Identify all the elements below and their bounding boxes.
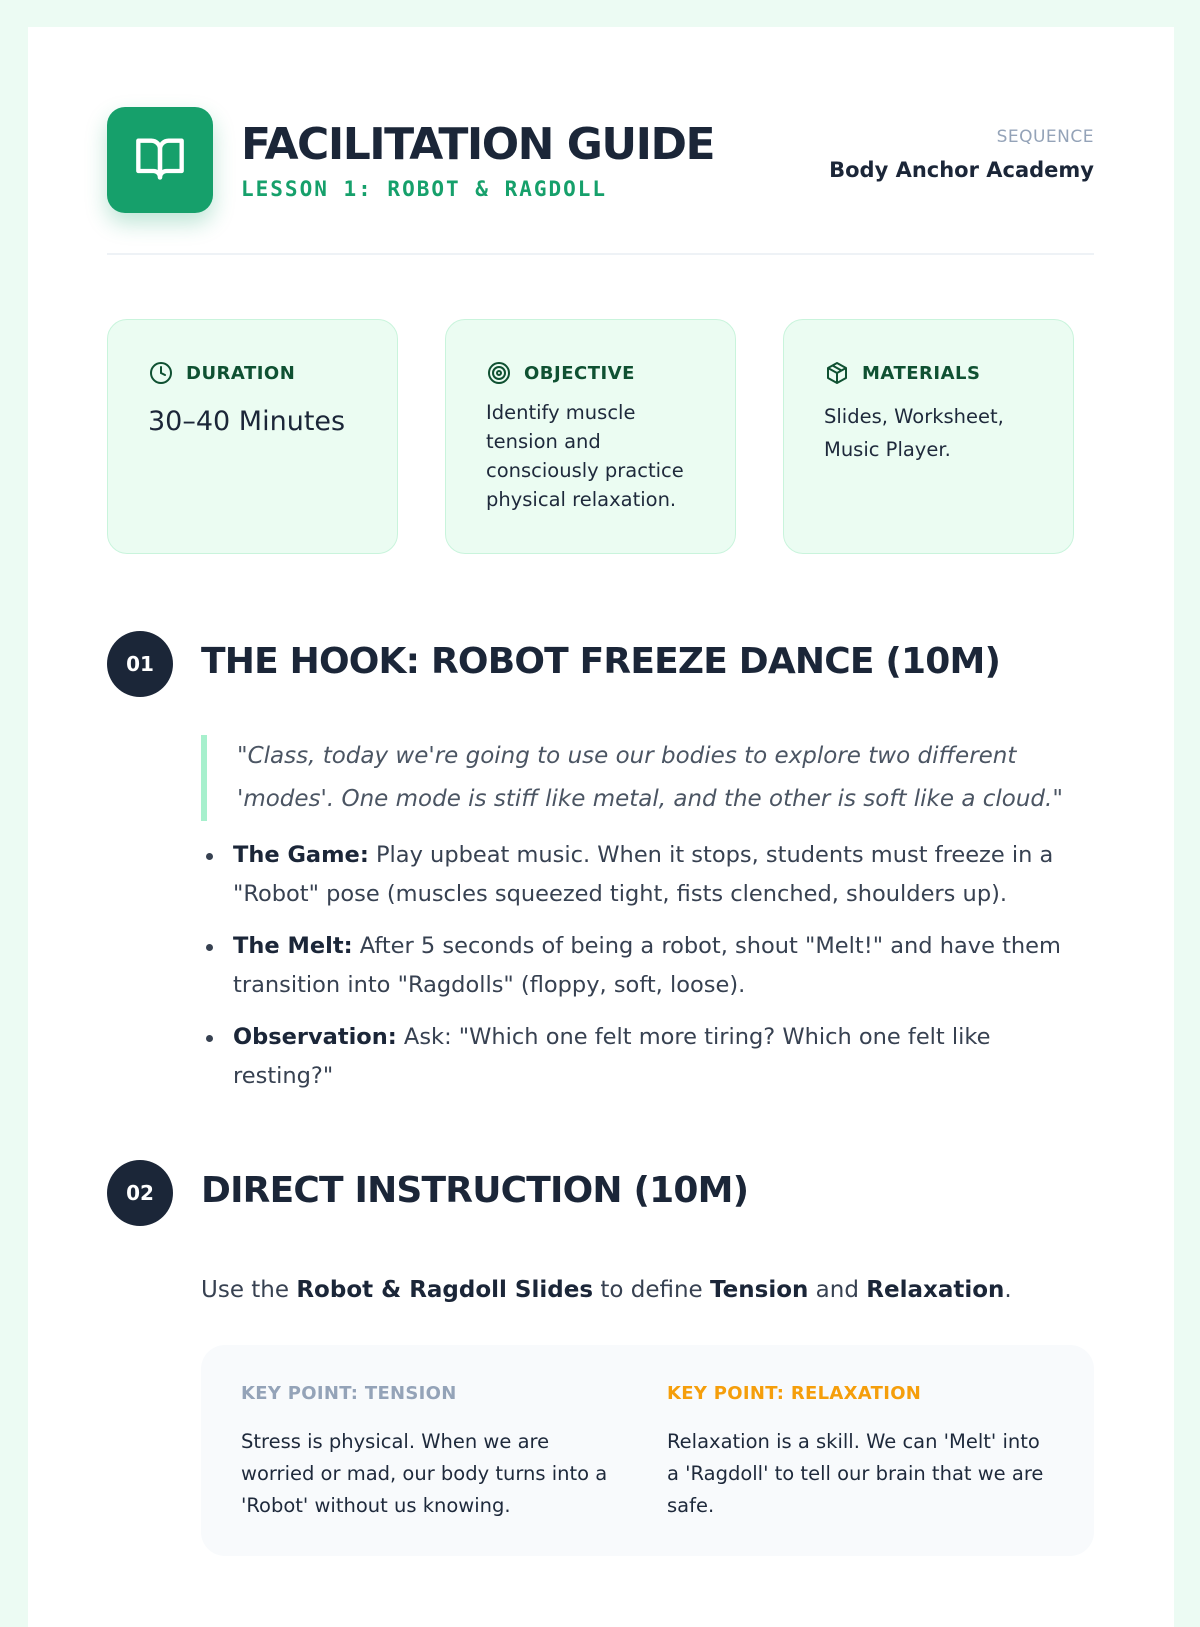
sequence-label: SEQUENCE [996, 127, 1094, 147]
logo-tile [107, 107, 213, 213]
activity-list [201, 836, 1094, 1109]
bullet-text: Ask: "Which one felt more tiring? Which one felt like resting?" [233, 1024, 991, 1089]
key-point-text: Stress is physical. When we are worried or mad, our body turns into a 'Robot' without us knowing. [241, 1430, 608, 1517]
bullet-text: Play upbeat music. When it stops, students must freeze in a "Robot" pose (muscles squeezed tight, fists clenched, shoulders up). [233, 842, 1054, 907]
lesson-subtitle: LESSON 1: ROBOT & RAGDOLL [241, 177, 608, 201]
duration-value: 30–40 Minutes [148, 406, 346, 437]
sequence-value: Body Anchor Academy [829, 158, 1094, 182]
section-title: DIRECT INSTRUCTION (10M) [201, 1170, 749, 1211]
duration-card [107, 319, 398, 554]
section-number-badge: 02 [107, 1160, 173, 1226]
header [107, 107, 1094, 237]
target-icon [486, 360, 512, 386]
header-divider [107, 253, 1094, 255]
objective-card [445, 319, 736, 554]
box-icon [824, 360, 850, 386]
key-point-label: KEY POINT: RELAXATION [667, 1383, 922, 1404]
bullet-term: The Game: [233, 842, 369, 868]
instruction-intro: Use the Robot & Ragdoll Slides to define Tension and Relaxation. [201, 1277, 1012, 1303]
bullet-term: The Melt: [233, 933, 353, 959]
materials-text: Slides, Worksheet, Music Player. [824, 405, 1004, 461]
objective-label: OBJECTIVE [524, 362, 635, 384]
key-point-label: KEY POINT: TENSION [241, 1383, 457, 1404]
duration-label: DURATION [186, 362, 296, 384]
key-point-relaxation [667, 1383, 1047, 1522]
guide-page [28, 27, 1174, 1627]
teacher-quote: "Class, today we're going to use our bodies to explore two different 'modes'. One mode is stiff like metal, and the other is soft like a cloud." [201, 735, 1071, 821]
list-item [201, 836, 1094, 914]
bullet-term: Observation: [233, 1024, 397, 1050]
list-item [201, 1018, 1094, 1096]
materials-card [783, 319, 1074, 554]
page-title: FACILITATION GUIDE [241, 119, 715, 170]
section-number-badge: 01 [107, 631, 173, 697]
section-title: THE HOOK: ROBOT FREEZE DANCE (10M) [201, 641, 1001, 682]
clock-icon [148, 360, 174, 386]
key-point-tension [241, 1383, 621, 1522]
list-item [201, 927, 1094, 1005]
key-points-box [201, 1345, 1094, 1556]
bullet-text: After 5 seconds of being a robot, shout "Melt!" and have them transition into "Ragdolls" (floppy, soft, loose). [233, 933, 1061, 998]
open-book-icon [134, 132, 186, 188]
key-point-text: Relaxation is a skill. We can 'Melt' into a 'Ragdoll' to tell our brain that we are safe. [667, 1430, 1044, 1517]
objective-text: Identify muscle tension and consciously practice physical relaxation. [486, 401, 684, 511]
materials-label: MATERIALS [862, 362, 981, 384]
